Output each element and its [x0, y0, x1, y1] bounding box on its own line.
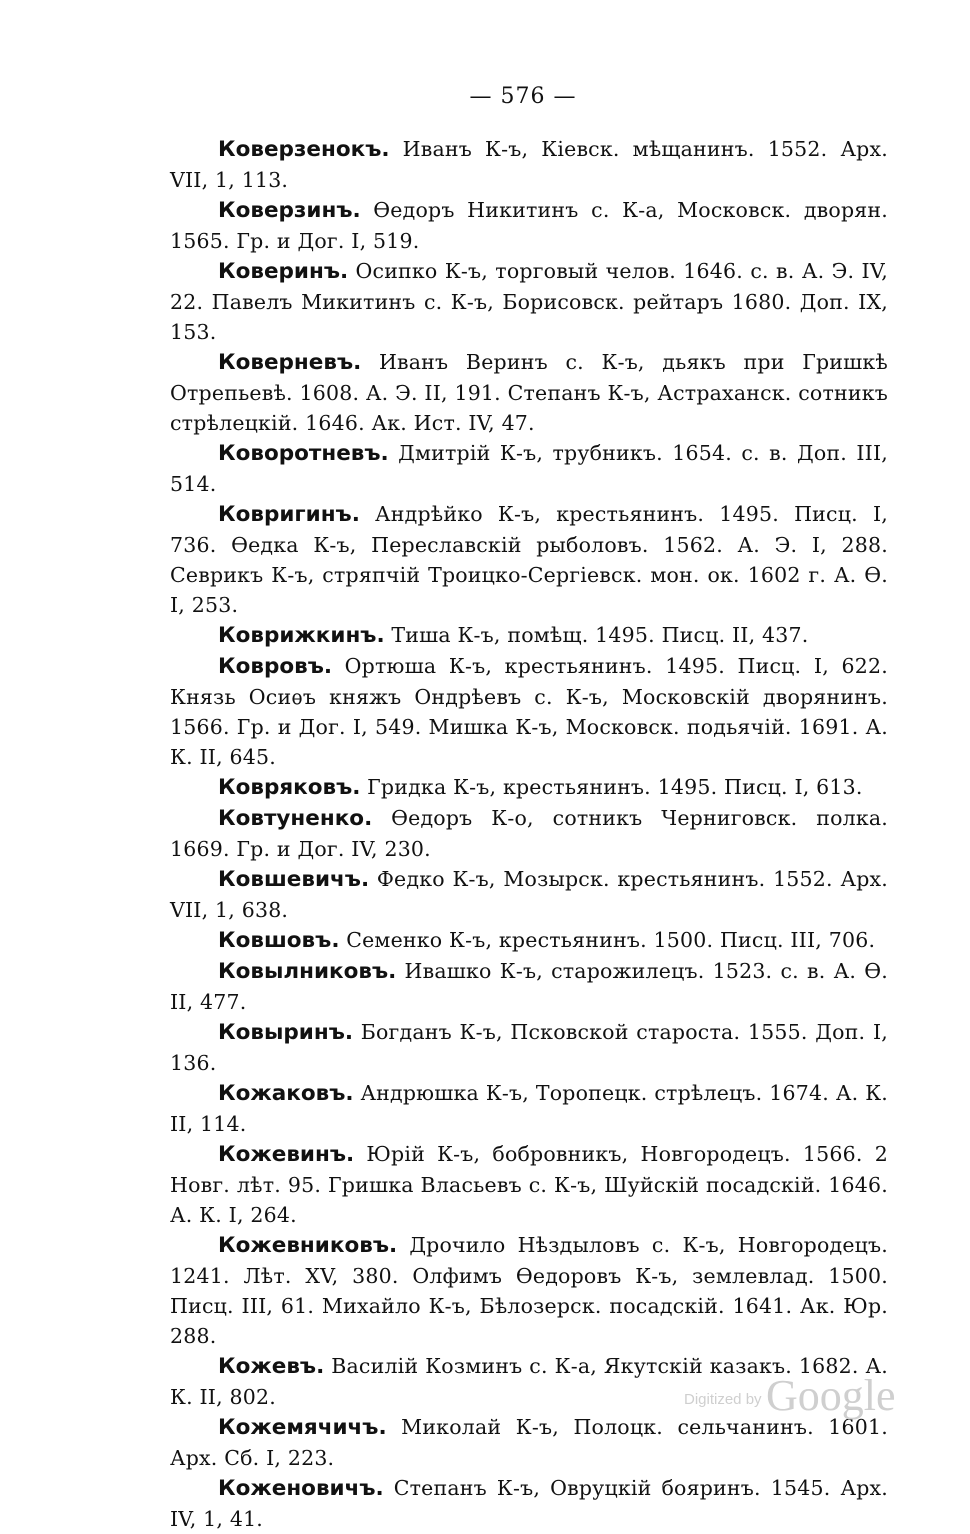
entry-text: Василій Козминъ с. К-а, Якутскій казакъ. 1682. А. К. II, 802. — [170, 1354, 888, 1409]
entry-headword: Коженовичъ. — [218, 1476, 384, 1501]
entry-text: Степанъ К-ъ, Овруцкій бояринъ. 1545. Арх. IV, 1, 41. — [170, 1476, 888, 1531]
page-number: — 576 — — [469, 84, 577, 109]
entry-headword: Коверинъ. — [218, 259, 349, 284]
entry-headword: Кожаковъ. — [218, 1081, 354, 1106]
entry-text: Ортюша К-ъ, крестьянинъ. 1495. Писц. I, 622. Князь Осиѳъ княжъ Ондрѣевъ с. К-ъ, Московскій дворянинъ. 1566. Гр. и Дог. I, 549. Мишка К-ъ, Московск. подьячій. 1691. А. К. II, 645. — [170, 654, 888, 769]
entry-text: Ѳедоръ К-о, сотникъ Черниговск. полка. 1669. Гр. и Дог. IV, 230. — [170, 806, 888, 861]
entry-text: Андрѣйко К-ъ, крестьянинъ. 1495. Писц. I, 736. Ѳедка К-ъ, Переславскій рыболовъ. 1562. А. Э. I, 288. Севрикъ К-ъ, стряпчій Троицко-Сергіевск. мон. ок. 1602 г. А. Ѳ. I, 253. — [170, 502, 888, 617]
entry — [170, 925, 888, 956]
entry-text: Осипко К-ъ, торговый челов. 1646. с. в. А. Э. IV, 22. Павелъ Микитинъ с. К-ъ, Борисовск. рейтаръ 1680. Доп. IX, 153. — [170, 259, 888, 344]
entry — [170, 1017, 888, 1078]
entry-headword: Ковригинъ. — [218, 502, 360, 527]
entry — [170, 134, 888, 195]
watermark-prefix: Digitized by — [684, 1391, 762, 1408]
entry — [170, 864, 888, 925]
entry — [170, 1078, 888, 1139]
entry-text: Семенко К-ъ, крестьянинъ. 1500. Писц. III, 706. — [339, 928, 876, 952]
entry-headword: Ковряковъ. — [218, 775, 361, 800]
entry-text: Федко К-ъ, Мозырск. крестьянинъ. 1552. Арх. VII, 1, 638. — [170, 867, 888, 922]
entry — [170, 1412, 888, 1473]
entry — [170, 1473, 888, 1534]
google-logo: Google — [766, 1371, 896, 1420]
entry-headword: Кожевинъ. — [218, 1142, 355, 1167]
entry-text: Андрюшка К-ъ, Торопецк. стрѣлецъ. 1674. А. К. II, 114. — [170, 1081, 888, 1136]
digitized-by-watermark — [684, 1370, 896, 1421]
entry — [170, 499, 888, 620]
entry-headword: Ковылниковъ. — [218, 959, 397, 984]
entry-text: Богданъ К-ъ, Псковской староста. 1555. Доп. I, 136. — [170, 1020, 888, 1075]
entry-text: Ѳедоръ Никитинъ с. К-а, Московск. дворян. 1565. Гр. и Дог. I, 519. — [170, 198, 888, 253]
entry-text: Тиша К-ъ, помѣщ. 1495. Писц. II, 437. — [384, 623, 809, 647]
entry-headword: Кожевъ. — [218, 1354, 325, 1379]
entry — [170, 1230, 888, 1351]
entry-text: Иванъ К-ъ, Кіевск. мѣщанинъ. 1552. Арх. VII, 1, 113. — [170, 137, 888, 192]
entry-text: Юрій К-ъ, бобровникъ, Новгородецъ. 1566. 2 Новг. лѣт. 95. Гришка Власьевъ с. К-ъ, Шуйскій посадскій. 1646. А. К. I, 264. — [170, 1142, 888, 1227]
entry — [170, 620, 888, 651]
entry — [170, 256, 888, 347]
entry-headword: Кожевниковъ. — [218, 1233, 398, 1258]
entry-headword: Коверзенокъ. — [218, 137, 390, 162]
entry — [170, 651, 888, 772]
entry-headword: Ковшовъ. — [218, 928, 340, 953]
entry — [170, 772, 888, 803]
entry — [170, 195, 888, 256]
entry-headword: Ковровъ. — [218, 654, 333, 679]
entry — [170, 347, 888, 438]
entry-headword: Коворотневъ. — [218, 441, 389, 466]
entry-text: Иванъ Веринъ с. К-ъ, дьякъ при Гришкѣ Отрепьевѣ. 1608. А. Э. II, 191. Степанъ К-ъ, Астраханск. сотникъ стрѣлецкій. 1646. Ак. Ист. IV, 47. — [170, 350, 888, 435]
entry — [170, 956, 888, 1017]
dictionary-entries — [170, 134, 888, 1534]
entry-text: Дмитрій К-ъ, трубникъ. 1654. с. в. Доп. III, 514. — [170, 441, 888, 496]
entry-text: Гридка К-ъ, крестьянинъ. 1495. Писц. I, 613. — [360, 775, 863, 799]
entry — [170, 803, 888, 864]
entry-headword: Ковыринъ. — [218, 1020, 354, 1045]
entry-text: Миколай К-ъ, Полоцк. сельчанинъ. 1601. Арх. Сб. I, 223. — [170, 1415, 888, 1470]
entry-text: Дрочило Нѣздыловъ с. К-ъ, Новгородецъ. 1241. Лѣт. XV, 380. Олфимъ Ѳедоровъ К-ъ, землевлад. 1500. Писц. III, 61. Михайло К-ъ, Бѣлозерск. посадскій. 1641. Ак. Юр. 288. — [170, 1233, 888, 1348]
entry-text: Ивашко К-ъ, старожилецъ. 1523. с. в. А. Ѳ. II, 477. — [170, 959, 888, 1014]
entry — [170, 1139, 888, 1230]
entry-headword: Коверневъ. — [218, 350, 362, 375]
entry-headword: Кожемячичъ. — [218, 1415, 387, 1440]
entry-headword: Ковшевичъ. — [218, 867, 370, 892]
entry — [170, 438, 888, 499]
entry-headword: Коврижкинъ. — [218, 623, 385, 648]
entry-headword: Коверзинъ. — [218, 198, 361, 223]
entry-headword: Ковтуненко. — [218, 806, 373, 831]
